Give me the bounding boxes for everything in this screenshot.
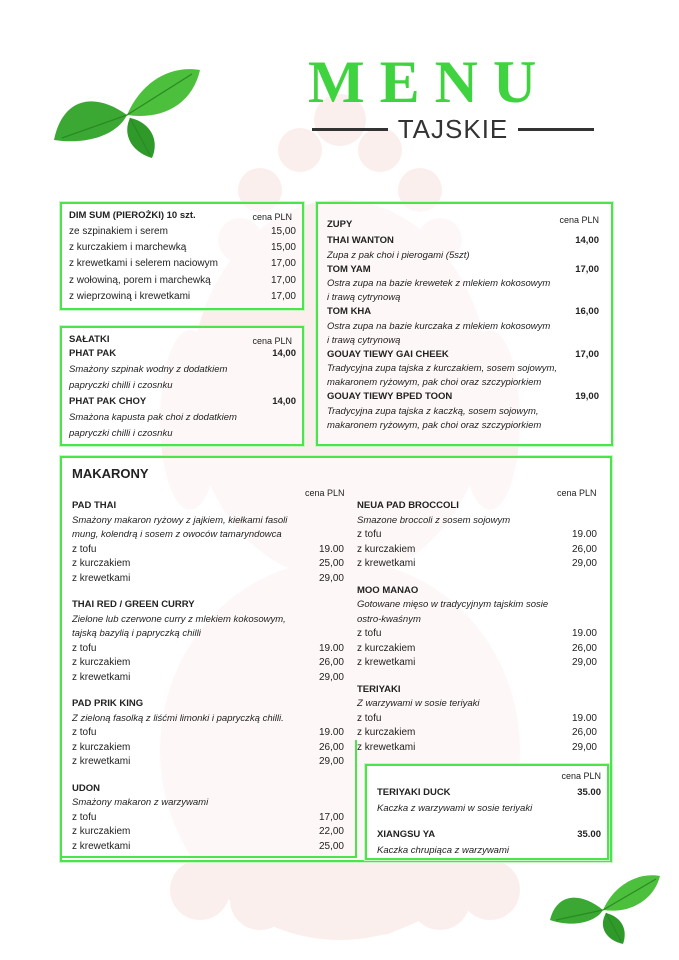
- item-name: z kurczakiem: [72, 741, 131, 753]
- item-name: Tradycyjna zupa tajska z kurczakiem, sosem sojowym,: [327, 363, 558, 374]
- divider: [518, 128, 594, 131]
- duck-section: [365, 764, 609, 860]
- item-price: 29,00: [318, 572, 344, 584]
- item-price: 35.00: [577, 787, 601, 798]
- item-name: Kaczka chrupiąca z warzywami: [377, 845, 509, 856]
- item-name: makaronem ryżowym, pak choi oraz szczypiorkiem: [327, 377, 542, 388]
- item-name: z wieprzowiną i krewetkami: [69, 290, 191, 302]
- item-name: papryczki chilli i czosnku: [69, 428, 173, 439]
- price-header: cena PLN: [559, 215, 599, 225]
- item-name: MOO MANAO: [357, 584, 419, 596]
- page-title: MENU: [308, 49, 552, 115]
- item-price: 26,00: [571, 543, 597, 555]
- item-name: THAI RED / GREEN CURRY: [72, 599, 195, 610]
- item-name: z tofu: [357, 628, 382, 639]
- item-price: 17,00: [270, 290, 296, 302]
- item-price: 15,00: [270, 242, 296, 254]
- item-price: 29,00: [318, 671, 344, 683]
- item-name: ze szpinakiem i serem: [69, 226, 168, 237]
- item-price: 26,00: [318, 741, 344, 753]
- subtitle-text: TAJSKIE: [397, 113, 509, 144]
- item-name: z tofu: [357, 712, 382, 724]
- item-name: z kurczakiem: [357, 642, 416, 654]
- item-price: 22,00: [318, 826, 344, 837]
- section-title: SAŁATKI: [69, 334, 110, 345]
- item-name: NEUA PAD BROCCOLI: [357, 500, 459, 511]
- dimsum-section: [60, 202, 304, 310]
- item-name: z tofu: [72, 642, 97, 654]
- item-price: 25,00: [318, 840, 344, 852]
- zupy-section: [316, 202, 613, 446]
- item-name: Smażony szpinak wodny z dodatkiem: [69, 364, 228, 375]
- item-name: makaronem ryżowym, pak choi oraz szczypiorkiem: [327, 419, 542, 431]
- item-name: z kurczakiem: [72, 657, 131, 668]
- item-name: UDON: [72, 782, 100, 794]
- section-title: MAKARONY: [72, 466, 149, 481]
- item-name: papryczki chilli i czosnku: [69, 380, 173, 391]
- item-price: 26,00: [318, 657, 344, 668]
- item-price: 15,00: [270, 226, 296, 237]
- basil-leaf-icon: [52, 60, 202, 160]
- divider: [312, 128, 388, 131]
- item-name: mung, kolendrą i sosem z owoców tamaryndowca: [72, 529, 282, 540]
- price-header: cena PLN: [252, 336, 292, 346]
- item-name: XIANGSU YA: [377, 829, 436, 840]
- item-price: 16,00: [575, 306, 599, 317]
- item-name: z tofu: [357, 529, 382, 540]
- item-price: 19.00: [318, 727, 344, 738]
- item-name: z kurczakiem: [357, 727, 416, 738]
- item-name: Gotowane mięso w tradycyjnym tajskim sosie: [357, 599, 549, 610]
- item-name: Smażona kapusta pak choi z dodatkiem: [69, 412, 237, 423]
- item-name: ostro-kwaśnym: [357, 613, 421, 625]
- item-name: z tofu: [72, 543, 97, 555]
- item-price: 14,00: [272, 396, 296, 407]
- item-name: THAI WANTON: [327, 235, 394, 246]
- item-name: GOUAY TIEWY BPED TOON: [327, 391, 453, 402]
- item-price: 17,00: [575, 348, 599, 360]
- price-header: cena PLN: [252, 212, 292, 222]
- item-name: z krewetkami: [357, 741, 416, 753]
- item-name: TOM YAM: [327, 263, 371, 275]
- item-name: z kurczakiem i marchewką: [69, 242, 187, 254]
- item-price: 14,00: [272, 348, 296, 359]
- item-name: Ostra zupa na bazie kurczaka z mlekiem kokosowym: [327, 320, 551, 332]
- item-name: z kurczakiem: [357, 543, 416, 555]
- section-title: ZUPY: [327, 219, 353, 230]
- item-name: Zielone lub czerwone curry z mlekiem kokosowym,: [72, 613, 286, 625]
- item-name: Smazone broccoli z sosem sojowym: [357, 514, 511, 526]
- item-price: 19.00: [571, 628, 597, 639]
- item-name: TERIYAKI: [357, 683, 401, 695]
- item-price: 19.00: [571, 529, 597, 540]
- item-name: Smażony makaron ryżowy z jajkiem, kiełkami fasoli: [72, 514, 288, 526]
- item-name: z tofu: [72, 811, 97, 823]
- item-price: 19.00: [571, 712, 597, 724]
- item-name: z krewetkami: [357, 558, 416, 569]
- item-price: 17,00: [270, 274, 296, 286]
- item-price: 17,00: [270, 258, 296, 270]
- item-name: z krewetkami: [72, 572, 131, 584]
- item-price: 26,00: [571, 727, 597, 738]
- item-name: PAD THAI: [72, 500, 117, 511]
- item-name: i trawą cytrynową: [327, 334, 401, 346]
- item-price: 29,00: [318, 756, 344, 767]
- page-subtitle: [312, 112, 594, 146]
- item-name: z kurczakiem: [72, 558, 131, 569]
- item-name: i trawą cytrynową: [327, 292, 401, 303]
- item-price: 26,00: [571, 642, 597, 654]
- item-name: Z warzywami w sosie teriyaki: [357, 698, 480, 709]
- item-name: Tradycyjna zupa tajska z kaczką, sosem sojowym,: [327, 405, 539, 417]
- item-name: Smażony makaron z warzywami: [72, 797, 209, 808]
- item-price: 29,00: [571, 558, 597, 569]
- item-price: 19.00: [318, 543, 344, 555]
- item-name: Zupa z pak choi i pierogami (5szt): [327, 249, 470, 261]
- item-name: GOUAY TIEWY GAI CHEEK: [327, 348, 449, 360]
- item-name: Ostra zupa na bazie krewetek z mlekiem kokosowym: [327, 278, 551, 289]
- item-name: z krewetkami: [72, 671, 131, 683]
- item-name: Z zieloną fasolką z liśćmi limonki i papryczką chilli.: [72, 712, 284, 724]
- item-price: 29,00: [571, 657, 597, 668]
- item-price: 35.00: [577, 829, 601, 840]
- item-name: z krewetkami: [72, 840, 131, 852]
- item-name: z tofu: [72, 727, 97, 738]
- column-divider: [355, 740, 357, 858]
- item-price: 17,00: [318, 811, 344, 823]
- salatki-section: [60, 326, 304, 446]
- column-divider: [60, 856, 357, 858]
- item-name: PHAT PAK: [69, 348, 117, 359]
- item-name: z wołowiną, porem i marchewką: [69, 274, 211, 286]
- item-price: 19,00: [575, 391, 599, 402]
- item-name: TOM KHA: [327, 306, 372, 317]
- item-name: z kurczakiem: [72, 826, 131, 837]
- item-name: z krewetkami: [357, 657, 416, 668]
- item-price: 17,00: [575, 263, 599, 275]
- item-name: PHAT PAK CHOY: [69, 396, 147, 407]
- item-price: 25,00: [318, 558, 344, 569]
- item-name: Kaczka z warzywami w sosie teriyaki: [377, 803, 533, 814]
- item-name: PAD PRIK KING: [72, 698, 144, 709]
- price-header: cena PLN: [561, 771, 601, 781]
- item-name: tajską bazylią i papryczką chilli: [72, 628, 201, 639]
- price-header: cena PLN: [557, 488, 597, 498]
- price-header: cena PLN: [305, 488, 345, 498]
- item-name: TERIYAKI DUCK: [377, 787, 451, 798]
- basil-leaf-icon: [548, 870, 663, 945]
- item-price: 14,00: [575, 235, 599, 246]
- section-title: DIM SUM (PIEROŻKI) 10 szt.: [69, 210, 196, 221]
- item-price: 19.00: [318, 642, 344, 654]
- item-name: z krewetkami i selerem naciowym: [69, 258, 218, 270]
- item-name: z krewetkami: [72, 756, 131, 767]
- item-price: 29,00: [571, 741, 597, 753]
